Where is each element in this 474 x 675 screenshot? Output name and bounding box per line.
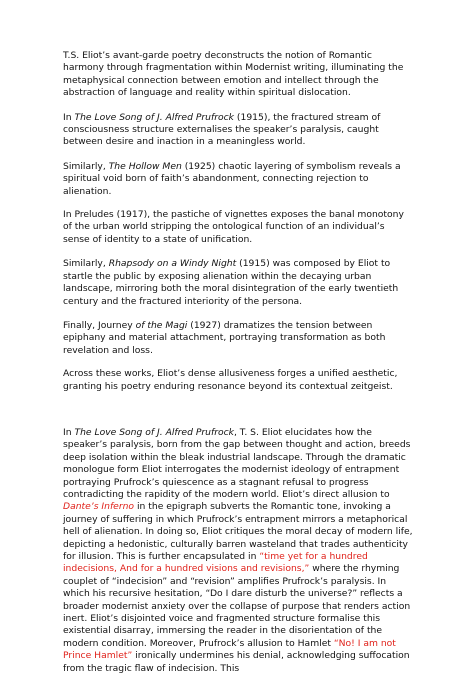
text-run: In	[63, 111, 75, 123]
text-run: (1927) dramatizes the tension between epiphany and material attachment, portraying transformation as both revelation and loss.	[63, 319, 386, 356]
work-title: The Hollow Men	[108, 160, 182, 172]
work-title: of the Magi	[135, 319, 188, 331]
text-run: (1915) was composed by Eliot to startle the public by exposing alienation within the decaying urban landscape, mirroring both the moral disintegration of the early twentieth century and the fractured interiority of the persona.	[63, 258, 399, 307]
text-run: In	[63, 426, 75, 438]
work-title: Rhapsody on a Windy Night	[108, 258, 237, 270]
text-run: in the epigraph subverts the Romantic tone, invoking a journey of suffering in which Prufrock’s entrapment mirrors a metaphorical hell of alienation. In doing so, Eliot critiques the moral decay of modern life, depicting a hedonistic, culturally barren wasteland that trades authenticity for illusion. This is further encapsulated in	[63, 501, 413, 562]
intro-paragraph-3	[63, 161, 414, 198]
text-run: where the rhyming couplet of “indecision” and “revision” amplifies Prufrock’s paralysis. In which his recursive hesitation, “Do I dare disturb the universe?” reflects a broader modernist anxiety over the collapse of purpose that renders action inert. Eliot’s disjointed voice and fragmented structure formalise this existential disarray, immersing the reader in the disorientation of the modern condition. Moreover, Prufrock’s allusion to Hamlet	[63, 563, 411, 649]
body-paragraph	[63, 427, 414, 675]
text-run: (1915), the fractured stream of consciousness structure externalises the speaker’s paralysis, caught between desire and inaction in a meaningless world.	[63, 111, 381, 148]
work-title: The Love Song of J. Alfred Prufrock	[74, 426, 234, 438]
text-run: Finally, Journey	[63, 319, 136, 331]
intro-paragraph-1: T.S. Eliot’s avant-garde poetry deconstructs the notion of Romantic harmony through fragmentation within Modernist writing, illuminating the metaphysical connection between emotion and intellect through the abstraction of language and reality within spiritual dislocation.	[63, 50, 404, 99]
text-run: (1925) chaotic layering of symbolism reveals a spiritual void born of faith’s abandonment, connecting rejection to alienation.	[63, 160, 401, 197]
intro-paragraph-7: Across these works, Eliot’s dense allusiveness forges a unified aesthetic, granting his poetry enduring resonance beyond its contextual zeitgeist.	[63, 368, 398, 392]
intro-paragraph-2	[63, 112, 414, 149]
highlight-quote: “time yet for a hundred indecisions, And for a hundred visions and revisions,”	[63, 551, 368, 575]
intro-paragraph-6	[63, 320, 414, 357]
text-run: ironically undermines his denial, acknowledging suffocation from the tragic flaw of indecision. This	[63, 650, 410, 674]
intro-paragraph-4: In Preludes (1917), the pastiche of vignettes exposes the banal monotony of the urban world stripping the ontological function of an individual’s sense of identity to a state of unification.	[63, 209, 404, 245]
text-run: Similarly,	[63, 258, 109, 270]
text-run: , T. S. Eliot elucidates how the speaker’s paralysis, born from the gap between thought and action, breeds deep isolation within the bleak industrial landscape. Through the dramatic monologue form Eliot interrogates the modernist ideology of entrapment portraying Prufrock’s quiescence as a stagnant refusal to progress contradicting the rapidity of the modern world. Eliot’s direct allusion to	[63, 426, 411, 500]
intro-paragraph-5	[63, 258, 414, 308]
section-gap	[63, 393, 414, 427]
highlight-allusion: Dante’s Inferno	[63, 501, 135, 513]
text-run: Similarly,	[63, 160, 109, 172]
highlight-quote: “No! I am not Prince Hamlet”	[63, 637, 396, 662]
work-title: The Love Song of J. Alfred Prufrock	[74, 111, 234, 123]
